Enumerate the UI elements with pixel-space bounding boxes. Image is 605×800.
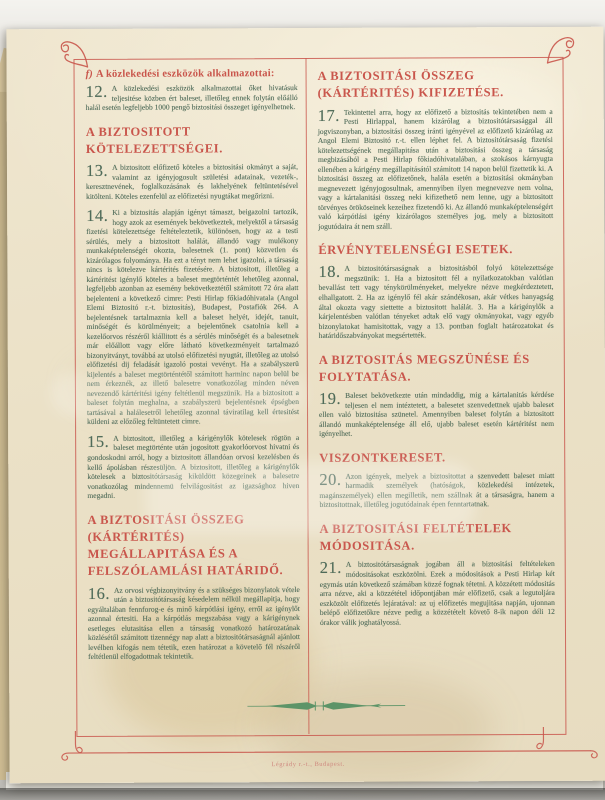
clause-21 xyxy=(320,559,555,627)
section-heading-settlement: A BIZTOSITÁSI ÖSSZEG (KÁRTÉRITÉS) MEGÁLLAPITÁSA ÉS A FELSZÓLAMLÁSI HATÁRIDŐ. xyxy=(87,511,284,579)
corner-flourish-icon xyxy=(546,33,580,65)
section-heading-counterclaim: VISZONTKERESET. xyxy=(319,450,446,465)
clause-number: 18. xyxy=(318,262,341,282)
document-page xyxy=(6,27,605,784)
clause-20 xyxy=(319,471,554,510)
clause-14 xyxy=(86,207,299,427)
clause-text: A biztositott, illetőleg a kárigénylők kötelesek rögtön a baleset megtörténte után jogositott gyakorlóorvost hivatni és gondoskodni arról, hogy a biztositott állandóan orvosi kezelésben és kellő ápolásban részesüljön. A biztositott, illetőleg a kárigénylők kötelesek a biztositótársaság kiküldött közegeinek a balesetre vonatkozólag mindennemü felvilágositást az igazsághoz hiven megadni. xyxy=(87,433,300,501)
clause-18 xyxy=(318,263,553,340)
section-heading-invalidity: ÉRVÉNYTELENSÉGI ESETEK. xyxy=(318,242,514,258)
clause-17 xyxy=(318,106,554,231)
clause-text: A biztositótársaságnak a biztositásból folyó kötelezettsége megszünik: 1. Ha a biztositott fél a nyilatkozatokban valótlan bevallást tett vagy ténykörülményeket, melyekre nézve megkérdeztetett, elhallgatott. 2. Ha az igénylő fél akár szándékosan, akár vétkes hanyagság által okozta vagy siettette a biztositott halálát. 3. Ha a kárigénylők a kárjelentésben valótlan tényeket adtak elő vagy okmányokat, vagy egyéb bizonylatokat hamisitottak, vagy a 13. pontban foglalt határozatokat és határidőszabványokat megsértették. xyxy=(318,263,554,341)
section-heading-termination: A BIZTOSITÁS MEGSZÜNÉSE ÉS FOLYTATÁSA. xyxy=(318,351,530,384)
clause-number: 15. xyxy=(87,431,110,451)
dart-ornament-icon xyxy=(247,698,405,715)
clause-13 xyxy=(86,162,298,201)
section-heading-modification: A BIZTOSITÁSI FELTÉTELEK MÓDOSITÁSA. xyxy=(319,521,512,554)
clause-16 xyxy=(88,585,300,662)
clause-text: Azon igények, melyek a biztositottat a szenvedett baleset miatt harmadik személyek (hatóságok, közlekedési intézetek, magánszemélyek) ellen megilletik, nem szállnak át a társaságra, hanem a biztositottnak, illetőleg jogutódainak épen fenntartatnak. xyxy=(319,470,555,510)
corner-flourish-icon xyxy=(54,37,88,69)
clause-number: 14. xyxy=(86,205,109,226)
clause-12 xyxy=(86,83,298,112)
clause-text: Ki a biztositás alapján igényt támaszt, beigazolni tartozik, hogy azok az események bekövetkeztek, melyektől a társaság fizetési kötelezettsége feltételeztetik, különösen, hogy az a testi sérülés, mely a biztositott halálát, állandó vagy mulékony munkaképtelenségét okozta, balesetnek (1. pont) közvetlen és kizárólagos folyománya. Ha ezt a tényt nem lehet igazolni, a társaság nincs is kötelezve kártérités fizetésére. A biztositott, illetőleg a kártéritést igénylő köteles a baleset megtörténtét lehetőleg azonnal, legfeljebb azonban az esemény bekövetkeztétől számitott 72 óra alatt bejelenteni a következő cimre: Pesti Hirlap főkiadóhivatala (Angol Elemi Biztositó r.-t. biztositás), Budapest, Postafiók 264. A bejelentésnek tartalmaznia kell a baleset helyét, idejét, tanuit, minőségét és körülményeit; a bejelentőnek csatolnia kell a kezelőorvos részéről kiállitott és a sérülés minőségét és a balesetnek már előállott vagy előre látható következményeit tartalmazó bizonyitványt, továbbá az utolsó előfizetési nyugtát, illetőleg az utolsó előfizetési dij feladását igazoló postai vevényt. Ha a szabályszerü kijelentés a baleset megtörténtétől számitott harminc napon belül be nem érkeznék, az illető balesetre vonatkozólag minden néven nevezendő kártéritési igény feltétlenül megszünik. Ha a biztositott a baleset folytán meghalna, a szabályszerü bejelentésnek épségben tartásával a halálesetről lehetőleg azonnal táviratilag kell értesitést küldeni az előzőleg feltüntetett cimre. xyxy=(86,207,300,427)
clause-number: 19. xyxy=(318,388,342,409)
subheading-index-label: f) xyxy=(85,68,93,80)
printer-imprint: Légrády r.-t., Budapest. xyxy=(271,760,345,769)
paper-shadow xyxy=(0,788,605,800)
clause-number: 13. xyxy=(85,160,109,181)
clause-number: 20. xyxy=(319,469,342,489)
section-heading-payout: A BIZTOSITÁSI ÖSSZEG (KÁRTÉRITÉS) KIFIZETÉSE. xyxy=(317,68,504,101)
section-subheading-f xyxy=(86,68,298,80)
clause-text: A biztositott előfizető köteles a biztositási okmányt a saját, valamint az igényjogosult születési adatainak, vezeték-, keresztnevének, foglalkozásának és lakhelyének feltüntetésével kitölteni. Köteles ezenfelül az előfizetési nyugtákat megőrizni. xyxy=(86,162,299,201)
clause-text: A biztositótársaságnak jogában áll a biztositási feltételeken módositásokat eszközölni. Ezek a módositások a Pesti Hirlap két egymás után következő számában közzé fognak tétetni. A közzétett módositás arra nézve, aki a közzététel időpontjában már előfizető, csak a legutoljára eszközölt előfizetés lejáratával: az uj előfizetés megujitása napján, ujonnan belépő előfizetőkre nézve pedig a közzétételt követő 8-ik napon déli 12 órakor válik joghatályossá. xyxy=(319,559,555,627)
subheading-text: A közlekedési eszközök alkalmazottai: xyxy=(95,68,275,80)
clause-15 xyxy=(87,433,299,501)
clause-number: 16. xyxy=(87,583,110,603)
clause-number: 12. xyxy=(85,81,108,101)
left-column xyxy=(86,68,301,669)
clause-number: 17. xyxy=(317,105,340,125)
clause-text: Tekintettel arra, hogy az előfizető a biztositás tekintetében nem a Pesti Hirlappal, hanem kizárólag a biztositótársasággal áll jogviszonyban, a biztositási összeg iránti igényével az előfizető kizárólag az Angol Elemi Biztositó r.-t. ellen léphet fel. A biztositótársaság fizetési kötelezettségének megállapitása után a biztositási összeg a társaság megbizásából a Pesti Hirlap főkiadóhivatalában, a szokásos kárnyugta ellenében a kárigény megállapitásától számitott 14 napon belül fizettetik ki. A biztositási összeg az előfizetőnek, halála esetén a biztositási okmányban megnevezett igényjogosultnak, amennyiben ilyen megnevezve nem volna, vagy a kártalanitási összeg neki kifizethető nem lenne, ugy a biztositott törvényes örököseinek kezeihez fizetendő ki. Az állandó munkaképtelenségért való kárpótlási igény kizárólagos személyes jog, mely a biztositott jogutódaira át nem száll. xyxy=(317,106,554,231)
clause-19 xyxy=(319,390,554,439)
clause-text: Az orvosi végbizonyitvány és a szükséges bizonylatok vétele után a biztositótársaság késedelem nélkül megállapitja, hogy egyáltalában fennforog-e és minő kárpótlási igény, erről az igénylőt azonnal értesiti. Ha a kárpótlás megszabása vagy a kárigénynek esetleges elutasitása ellen a társaság vonatkozó határozatának közlésétől számitott tizennégy nap alatt a biztositótársaságnál ajánlott levélben kifogás nem tétetik, ezen határozat a követelő fél részéről feltétlenül elfogadottnak tekintetik. xyxy=(87,584,301,662)
clause-number: 21. xyxy=(319,558,342,578)
section-heading-obligations: A BIZTOSITOTT KÖTELEZETTSÉGEI. xyxy=(85,124,224,156)
clause-text: Baleset bekövetkezte után mindaddig, mig a kártalanitás kérdése teljesen el nem intéztetett, a balesetet szenvedettnek ujabb baleset ellen való biztositása szünetel. Amennyiben baleset folytán a biztositott állandó munkaképtelensége áll elő, ujabb baleset esetén kártéritést nem igényelhet. xyxy=(319,389,555,439)
right-column xyxy=(318,67,555,634)
clause-text: A közlekedési eszközök alkalmazottai őket hivatásuk teljesitése közben ért baleset, illetőleg ennek folytán előálló halál esetén legfeljebb 1000 pengő biztositási összeget igényelhetnek. xyxy=(85,83,298,112)
